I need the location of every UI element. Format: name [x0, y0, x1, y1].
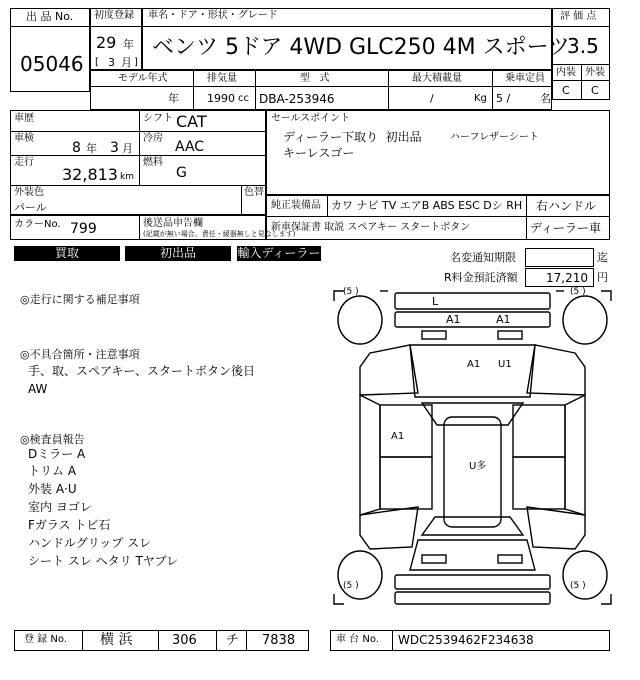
- fuel-value: G: [176, 165, 187, 181]
- model-name: ベンツ 5ドア 4WD GLC250 4M スポーツ: [152, 35, 570, 60]
- delivery-label: 後送品申告欄: [143, 218, 203, 229]
- driving-notes-header: ◎走行に関する補足事項: [20, 293, 140, 306]
- inspection-year-unit: 年: [86, 142, 97, 155]
- mileage-label: 走行: [14, 157, 34, 168]
- corner-bracket-bl: [334, 594, 344, 604]
- color-no-label: カラーNo.: [14, 219, 61, 230]
- warranty-items: 新車保証書 取説 スペアキー スタートボタン: [271, 222, 471, 233]
- registration-class: 306: [172, 633, 197, 648]
- headlight-right: [498, 331, 522, 339]
- color-no-value: 799: [70, 221, 97, 237]
- sales-point-line2: キーレスゴー: [283, 146, 355, 160]
- capacity-value: 5 /: [496, 92, 511, 105]
- door-rear-right: [513, 457, 565, 509]
- damage-mark-a1-left: A1: [446, 313, 461, 326]
- front-fender-left: [360, 345, 418, 395]
- color-change-label: 色替: [244, 187, 264, 198]
- displacement-label: 排気量: [207, 73, 237, 84]
- capacity-unit: 名: [540, 92, 551, 105]
- model-year-unit: 年: [168, 92, 179, 105]
- inspector-line-7: シート スレ ヘタリ Tヤブレ: [28, 554, 179, 568]
- windshield: [422, 403, 523, 425]
- score-label: 評 価 点: [560, 11, 597, 22]
- ac-label: 冷房: [143, 133, 163, 144]
- damage-mark-a1-side: A1: [391, 431, 405, 442]
- registration-kana: チ: [226, 633, 240, 648]
- wheel-rear-right: [563, 551, 607, 599]
- type-value: DBA-253946: [259, 92, 335, 106]
- sales-point-label: セールスポイント: [271, 113, 351, 124]
- load-unit: Kg: [474, 93, 487, 104]
- notice-field: [525, 248, 594, 267]
- front-bumper: [395, 293, 550, 309]
- recycle-label: R料金預託済額: [444, 271, 518, 284]
- recycle-unit: 円: [597, 271, 608, 284]
- model-year-label: モデル年式: [118, 73, 168, 84]
- capacity-label: 乗車定員: [505, 73, 545, 84]
- registration-no-label: 登 録 No.: [24, 634, 67, 645]
- damage-mark-l: L: [432, 295, 439, 308]
- taillight-right: [498, 555, 522, 563]
- damage-mark-roof: U多: [469, 461, 487, 472]
- wheel-front-left: [338, 296, 382, 344]
- inspection-month-unit: 月: [122, 142, 133, 155]
- registration-number: 7838: [262, 633, 296, 648]
- exterior-grade: C: [591, 84, 599, 97]
- vehicle-damage-diagram: [330, 285, 615, 610]
- wheel-front-right: [563, 296, 607, 344]
- registration-year-unit: 年: [123, 38, 134, 51]
- corner-label-tl: (5 ): [343, 287, 359, 297]
- door-front-left: [380, 405, 432, 457]
- dealer-car: ディーラー車: [530, 221, 602, 235]
- details-box: [10, 110, 266, 215]
- displacement-unit: cc: [238, 93, 249, 104]
- roof-panel: [444, 417, 501, 527]
- inspector-report-header: ◎検査員報告: [20, 433, 85, 446]
- corner-label-tr: (5 ): [570, 287, 586, 297]
- chassis-number: WDC2539462F234638: [398, 633, 534, 647]
- inspection-year: 8: [72, 140, 81, 156]
- lot-label: 出 品 No.: [26, 10, 74, 23]
- registration-month: 3: [108, 56, 115, 69]
- registration-area: 横 浜: [100, 632, 133, 648]
- damage-mark-u1-hood: U1: [498, 359, 512, 370]
- corner-label-br: (5 ): [570, 581, 586, 591]
- handle-side: 右ハンドル: [536, 199, 597, 213]
- delivery-note: (記載が無い場合、責任・緩器無しと見なします): [143, 230, 296, 238]
- corner-bracket-br: [601, 594, 611, 604]
- registration-month-open: [: [95, 57, 99, 68]
- defect-line-2: AW: [28, 382, 48, 396]
- shift-label: シフト: [143, 113, 173, 124]
- load-slash: /: [430, 92, 434, 105]
- defect-line-1: 手、取、スペアキー、スタートボタン後日: [28, 364, 256, 378]
- interior-label: 内装: [556, 67, 576, 78]
- tag-import-dealer: 輸入ディーラー: [237, 246, 321, 260]
- damage-mark-a1-right: A1: [496, 313, 511, 326]
- rear-window: [422, 517, 523, 535]
- corner-label-bl: (5 ): [343, 581, 359, 591]
- inspector-line-4: 室内 ヨゴレ: [28, 500, 92, 514]
- inspector-line-3: 外装 A·U: [28, 482, 77, 496]
- notice-unit: 迄: [597, 251, 608, 264]
- inspector-line-5: Fガラス トビ石: [28, 518, 111, 532]
- tag-purchase: 買取: [14, 246, 120, 261]
- lot-number: 05046: [20, 52, 84, 76]
- history-label: 車歴: [14, 113, 34, 124]
- rear-fender-left: [360, 507, 418, 549]
- mileage-value: 32,813: [62, 165, 118, 184]
- model-label: 車名・ドア・形状・グレード: [148, 10, 278, 21]
- registration-month-close: ]: [134, 57, 138, 68]
- defect-notes-header: ◎不具合箇所・注意事項: [20, 348, 140, 361]
- ac-value: AAC: [175, 139, 205, 155]
- inspection-label: 車検: [14, 133, 34, 144]
- damage-mark-a1-hood: A1: [467, 359, 481, 370]
- sales-point-line1: ディーラー下取り 初出品: [283, 130, 422, 144]
- sales-point-line1-small: ハーフレザーシート: [450, 132, 539, 143]
- load-label: 最大積載量: [412, 73, 462, 84]
- inspector-line-6: ハンドルグリップ スレ: [28, 536, 152, 550]
- exterior-label: 外装: [585, 67, 605, 78]
- rear-bumper: [395, 575, 550, 589]
- inspector-line-1: Dミラー A: [28, 447, 86, 461]
- exterior-color-value: パール: [14, 201, 47, 214]
- chassis-no-label: 車 台 No.: [336, 634, 379, 645]
- corner-bracket-tr: [601, 291, 611, 301]
- door-rear-left: [380, 457, 432, 509]
- inspection-month: 3: [110, 140, 119, 156]
- wheel-rear-left: [338, 551, 382, 599]
- shift-value: CAT: [176, 112, 207, 131]
- hood-panel: [410, 345, 535, 397]
- equipment-items: カワ ナビ TV エアB ABS ESC Dシ RH: [331, 199, 523, 212]
- mileage-unit: km: [120, 172, 134, 182]
- displacement-value: 1990: [207, 92, 235, 105]
- recycle-value: 17,210: [546, 271, 588, 285]
- rear-fender-right: [527, 507, 585, 549]
- rear-bumper-lower: [395, 592, 550, 604]
- headlight-left: [422, 331, 446, 339]
- taillight-left: [422, 555, 446, 563]
- registration-year: 29: [96, 33, 117, 52]
- registration-month-unit: 月: [121, 56, 132, 69]
- fuel-label: 燃料: [143, 157, 163, 168]
- type-label: 型 式: [300, 73, 330, 84]
- front-grille: [395, 312, 550, 327]
- registration-label: 初度登録: [94, 10, 134, 21]
- exterior-color-label: 外装色: [14, 187, 44, 198]
- inspector-line-2: トリム A: [28, 464, 77, 478]
- score-value: 3.5: [567, 34, 599, 58]
- door-front-right: [513, 405, 565, 457]
- tag-first-listing: 初出品: [125, 246, 231, 261]
- notice-label: 名変通知期限: [450, 251, 516, 264]
- front-fender-right: [527, 345, 585, 395]
- interior-grade: C: [562, 84, 570, 97]
- equipment-label: 純正装備品: [271, 200, 321, 211]
